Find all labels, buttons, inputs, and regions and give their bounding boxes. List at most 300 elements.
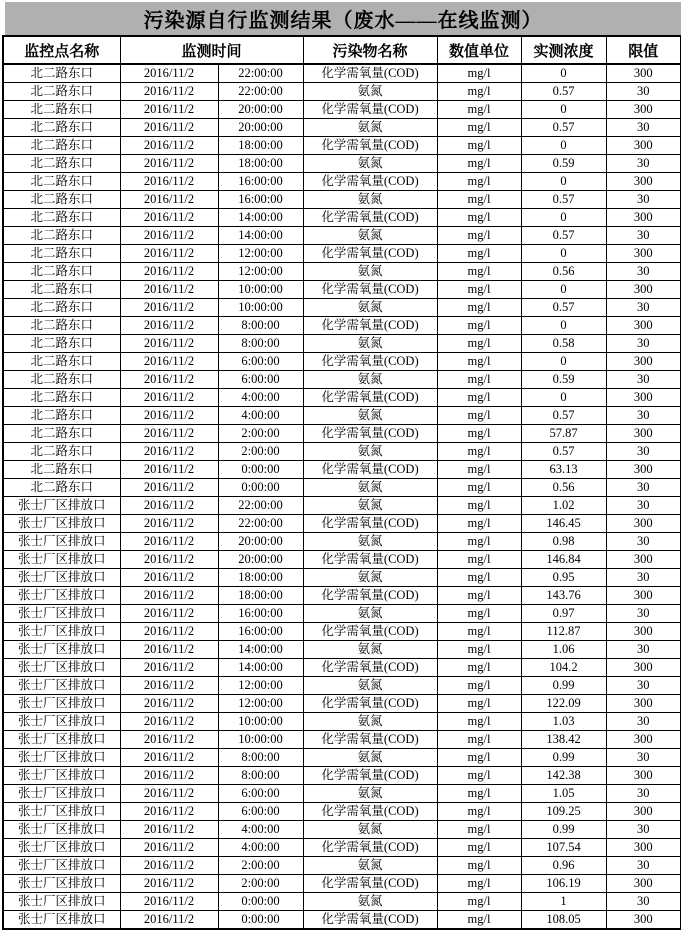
value-cell: 0.99 [521, 749, 606, 767]
pollutant-cell: 氨氮 [303, 533, 437, 551]
header-pollutant: 污染物名称 [303, 36, 437, 64]
time-cell: 14:00:00 [218, 659, 303, 677]
pollutant-cell: 氨氮 [303, 479, 437, 497]
unit-cell: mg/l [437, 767, 521, 785]
station-cell: 北二路东口 [3, 173, 120, 191]
limit-cell: 30 [606, 641, 681, 659]
station-cell: 张士厂区排放口 [3, 677, 120, 695]
unit-cell: mg/l [437, 101, 521, 119]
pollutant-cell: 化学需氧量(COD) [303, 803, 437, 821]
station-cell: 张士厂区排放口 [3, 497, 120, 515]
value-cell: 57.87 [521, 425, 606, 443]
table-row [3, 173, 681, 191]
date-cell: 2016/11/2 [120, 299, 218, 317]
date-cell: 2016/11/2 [120, 479, 218, 497]
limit-cell: 30 [606, 749, 681, 767]
table-row [3, 407, 681, 425]
pollutant-cell: 化学需氧量(COD) [303, 695, 437, 713]
limit-cell: 30 [606, 263, 681, 281]
time-cell: 8:00:00 [218, 749, 303, 767]
value-cell: 0.56 [521, 263, 606, 281]
unit-cell: mg/l [437, 281, 521, 299]
pollutant-cell: 化学需氧量(COD) [303, 317, 437, 335]
table-row [3, 533, 681, 551]
date-cell: 2016/11/2 [120, 155, 218, 173]
value-cell: 142.38 [521, 767, 606, 785]
station-cell: 北二路东口 [3, 461, 120, 479]
station-cell: 北二路东口 [3, 83, 120, 101]
table-row [3, 659, 681, 677]
pollutant-cell: 氨氮 [303, 605, 437, 623]
table-row [3, 101, 681, 119]
header-time: 监测时间 [120, 36, 303, 64]
table-row [3, 623, 681, 641]
date-cell: 2016/11/2 [120, 389, 218, 407]
table-row [3, 83, 681, 101]
date-cell: 2016/11/2 [120, 623, 218, 641]
table-row [3, 479, 681, 497]
table-row [3, 695, 681, 713]
date-cell: 2016/11/2 [120, 713, 218, 731]
unit-cell: mg/l [437, 461, 521, 479]
time-cell: 18:00:00 [218, 569, 303, 587]
limit-cell: 300 [606, 587, 681, 605]
station-cell: 北二路东口 [3, 155, 120, 173]
table-row [3, 155, 681, 173]
unit-cell: mg/l [437, 497, 521, 515]
value-cell: 122.09 [521, 695, 606, 713]
header-row [3, 36, 681, 64]
station-cell: 张士厂区排放口 [3, 785, 120, 803]
table-row [3, 119, 681, 137]
time-cell: 2:00:00 [218, 857, 303, 875]
header-unit: 数值单位 [437, 36, 521, 64]
date-cell: 2016/11/2 [120, 443, 218, 461]
date-cell: 2016/11/2 [120, 119, 218, 137]
date-cell: 2016/11/2 [120, 173, 218, 191]
table-row [3, 515, 681, 533]
value-cell: 0 [521, 353, 606, 371]
time-cell: 0:00:00 [218, 479, 303, 497]
unit-cell: mg/l [437, 515, 521, 533]
table-row [3, 209, 681, 227]
limit-cell: 30 [606, 497, 681, 515]
pollutant-cell: 氨氮 [303, 155, 437, 173]
pollutant-cell: 氨氮 [303, 569, 437, 587]
unit-cell: mg/l [437, 335, 521, 353]
time-cell: 6:00:00 [218, 785, 303, 803]
station-cell: 北二路东口 [3, 317, 120, 335]
date-cell: 2016/11/2 [120, 515, 218, 533]
table-row [3, 317, 681, 335]
value-cell: 0.57 [521, 443, 606, 461]
unit-cell: mg/l [437, 407, 521, 425]
date-cell: 2016/11/2 [120, 587, 218, 605]
pollutant-cell: 氨氮 [303, 191, 437, 209]
time-cell: 20:00:00 [218, 119, 303, 137]
pollutant-cell: 氨氮 [303, 821, 437, 839]
time-cell: 22:00:00 [218, 64, 303, 83]
time-cell: 10:00:00 [218, 713, 303, 731]
limit-cell: 300 [606, 911, 681, 930]
station-cell: 张士厂区排放口 [3, 857, 120, 875]
station-cell: 北二路东口 [3, 353, 120, 371]
unit-cell: mg/l [437, 623, 521, 641]
unit-cell: mg/l [437, 713, 521, 731]
table-row [3, 767, 681, 785]
date-cell: 2016/11/2 [120, 137, 218, 155]
table-row [3, 749, 681, 767]
time-cell: 18:00:00 [218, 155, 303, 173]
date-cell: 2016/11/2 [120, 191, 218, 209]
unit-cell: mg/l [437, 227, 521, 245]
pollutant-cell: 化学需氧量(COD) [303, 875, 437, 893]
limit-cell: 30 [606, 893, 681, 911]
value-cell: 0 [521, 173, 606, 191]
table-row [3, 191, 681, 209]
pollutant-cell: 氨氮 [303, 443, 437, 461]
unit-cell: mg/l [437, 911, 521, 930]
station-cell: 张士厂区排放口 [3, 659, 120, 677]
station-cell: 张士厂区排放口 [3, 695, 120, 713]
station-cell: 北二路东口 [3, 191, 120, 209]
table-row [3, 551, 681, 569]
station-cell: 张士厂区排放口 [3, 515, 120, 533]
value-cell: 104.2 [521, 659, 606, 677]
station-cell: 张士厂区排放口 [3, 893, 120, 911]
table-header [3, 36, 681, 64]
date-cell: 2016/11/2 [120, 64, 218, 83]
time-cell: 16:00:00 [218, 623, 303, 641]
unit-cell: mg/l [437, 209, 521, 227]
pollutant-cell: 氨氮 [303, 785, 437, 803]
page-title: 污染源自行监测结果（废水——在线监测） [143, 10, 543, 32]
time-cell: 4:00:00 [218, 839, 303, 857]
time-cell: 6:00:00 [218, 803, 303, 821]
time-cell: 0:00:00 [218, 893, 303, 911]
pollutant-cell: 氨氮 [303, 335, 437, 353]
date-cell: 2016/11/2 [120, 83, 218, 101]
value-cell: 0.99 [521, 821, 606, 839]
unit-cell: mg/l [437, 605, 521, 623]
date-cell: 2016/11/2 [120, 371, 218, 389]
unit-cell: mg/l [437, 83, 521, 101]
table-row [3, 893, 681, 911]
date-cell: 2016/11/2 [120, 263, 218, 281]
pollutant-cell: 化学需氧量(COD) [303, 839, 437, 857]
station-cell: 张士厂区排放口 [3, 587, 120, 605]
limit-cell: 300 [606, 353, 681, 371]
time-cell: 0:00:00 [218, 461, 303, 479]
pollutant-cell: 化学需氧量(COD) [303, 461, 437, 479]
pollutant-cell: 氨氮 [303, 299, 437, 317]
table-row [3, 803, 681, 821]
time-cell: 20:00:00 [218, 533, 303, 551]
date-cell: 2016/11/2 [120, 569, 218, 587]
station-cell: 北二路东口 [3, 299, 120, 317]
pollutant-cell: 化学需氧量(COD) [303, 659, 437, 677]
value-cell: 1.06 [521, 641, 606, 659]
station-cell: 张士厂区排放口 [3, 641, 120, 659]
table-row [3, 677, 681, 695]
pollutant-cell: 化学需氧量(COD) [303, 389, 437, 407]
value-cell: 0 [521, 137, 606, 155]
header-limit: 限值 [606, 36, 681, 64]
value-cell: 0.57 [521, 299, 606, 317]
value-cell: 63.13 [521, 461, 606, 479]
pollutant-cell: 化学需氧量(COD) [303, 209, 437, 227]
time-cell: 0:00:00 [218, 911, 303, 930]
value-cell: 1.03 [521, 713, 606, 731]
value-cell: 0 [521, 245, 606, 263]
pollutant-cell: 化学需氧量(COD) [303, 173, 437, 191]
station-cell: 北二路东口 [3, 209, 120, 227]
time-cell: 14:00:00 [218, 209, 303, 227]
date-cell: 2016/11/2 [120, 281, 218, 299]
table-row [3, 605, 681, 623]
unit-cell: mg/l [437, 587, 521, 605]
time-cell: 16:00:00 [218, 605, 303, 623]
date-cell: 2016/11/2 [120, 551, 218, 569]
date-cell: 2016/11/2 [120, 209, 218, 227]
value-cell: 0.57 [521, 119, 606, 137]
unit-cell: mg/l [437, 785, 521, 803]
station-cell: 张士厂区排放口 [3, 803, 120, 821]
table-row [3, 857, 681, 875]
value-cell: 0 [521, 101, 606, 119]
unit-cell: mg/l [437, 839, 521, 857]
time-cell: 12:00:00 [218, 263, 303, 281]
unit-cell: mg/l [437, 263, 521, 281]
value-cell: 0.57 [521, 407, 606, 425]
limit-cell: 30 [606, 479, 681, 497]
time-cell: 18:00:00 [218, 137, 303, 155]
date-cell: 2016/11/2 [120, 677, 218, 695]
value-cell: 146.45 [521, 515, 606, 533]
title-band [5, 2, 681, 35]
unit-cell: mg/l [437, 677, 521, 695]
value-cell: 143.76 [521, 587, 606, 605]
pollutant-cell: 氨氮 [303, 371, 437, 389]
date-cell: 2016/11/2 [120, 641, 218, 659]
pollutant-cell: 化学需氧量(COD) [303, 911, 437, 930]
pollutant-cell: 化学需氧量(COD) [303, 515, 437, 533]
value-cell: 0.98 [521, 533, 606, 551]
limit-cell: 30 [606, 335, 681, 353]
date-cell: 2016/11/2 [120, 875, 218, 893]
limit-cell: 300 [606, 461, 681, 479]
station-cell: 张士厂区排放口 [3, 623, 120, 641]
unit-cell: mg/l [437, 659, 521, 677]
station-cell: 张士厂区排放口 [3, 767, 120, 785]
station-cell: 北二路东口 [3, 263, 120, 281]
header-value: 实测浓度 [521, 36, 606, 64]
unit-cell: mg/l [437, 389, 521, 407]
limit-cell: 300 [606, 281, 681, 299]
time-cell: 16:00:00 [218, 173, 303, 191]
date-cell: 2016/11/2 [120, 911, 218, 930]
unit-cell: mg/l [437, 641, 521, 659]
pollutant-cell: 化学需氧量(COD) [303, 425, 437, 443]
date-cell: 2016/11/2 [120, 659, 218, 677]
monitoring-results-table [2, 35, 681, 930]
date-cell: 2016/11/2 [120, 803, 218, 821]
date-cell: 2016/11/2 [120, 749, 218, 767]
time-cell: 14:00:00 [218, 227, 303, 245]
pollutant-cell: 化学需氧量(COD) [303, 245, 437, 263]
time-cell: 10:00:00 [218, 731, 303, 749]
value-cell: 0 [521, 389, 606, 407]
table-row [3, 299, 681, 317]
date-cell: 2016/11/2 [120, 497, 218, 515]
pollutant-cell: 氨氮 [303, 227, 437, 245]
date-cell: 2016/11/2 [120, 857, 218, 875]
value-cell: 106.19 [521, 875, 606, 893]
value-cell: 108.05 [521, 911, 606, 930]
time-cell: 4:00:00 [218, 407, 303, 425]
limit-cell: 300 [606, 209, 681, 227]
limit-cell: 300 [606, 839, 681, 857]
limit-cell: 300 [606, 245, 681, 263]
unit-cell: mg/l [437, 245, 521, 263]
unit-cell: mg/l [437, 533, 521, 551]
time-cell: 2:00:00 [218, 443, 303, 461]
value-cell: 0 [521, 317, 606, 335]
pollutant-cell: 氨氮 [303, 497, 437, 515]
pollutant-cell: 化学需氧量(COD) [303, 64, 437, 83]
table-row [3, 713, 681, 731]
header-station: 监控点名称 [3, 36, 120, 64]
value-cell: 0 [521, 209, 606, 227]
time-cell: 22:00:00 [218, 515, 303, 533]
unit-cell: mg/l [437, 155, 521, 173]
limit-cell: 300 [606, 515, 681, 533]
time-cell: 8:00:00 [218, 317, 303, 335]
unit-cell: mg/l [437, 857, 521, 875]
date-cell: 2016/11/2 [120, 101, 218, 119]
limit-cell: 300 [606, 317, 681, 335]
value-cell: 0.56 [521, 479, 606, 497]
pollutant-cell: 氨氮 [303, 641, 437, 659]
station-cell: 北二路东口 [3, 137, 120, 155]
table-row [3, 425, 681, 443]
limit-cell: 30 [606, 569, 681, 587]
unit-cell: mg/l [437, 821, 521, 839]
limit-cell: 300 [606, 875, 681, 893]
date-cell: 2016/11/2 [120, 227, 218, 245]
station-cell: 北二路东口 [3, 371, 120, 389]
unit-cell: mg/l [437, 749, 521, 767]
table-row [3, 443, 681, 461]
table-row [3, 587, 681, 605]
value-cell: 107.54 [521, 839, 606, 857]
limit-cell: 30 [606, 155, 681, 173]
time-cell: 12:00:00 [218, 245, 303, 263]
unit-cell: mg/l [437, 731, 521, 749]
value-cell: 0.59 [521, 371, 606, 389]
time-cell: 2:00:00 [218, 875, 303, 893]
table-row [3, 389, 681, 407]
unit-cell: mg/l [437, 893, 521, 911]
pollutant-cell: 化学需氧量(COD) [303, 551, 437, 569]
time-cell: 22:00:00 [218, 497, 303, 515]
limit-cell: 300 [606, 425, 681, 443]
pollutant-cell: 氨氮 [303, 893, 437, 911]
station-cell: 张士厂区排放口 [3, 839, 120, 857]
value-cell: 0.58 [521, 335, 606, 353]
table-row [3, 641, 681, 659]
time-cell: 10:00:00 [218, 281, 303, 299]
table-row [3, 137, 681, 155]
time-cell: 8:00:00 [218, 335, 303, 353]
date-cell: 2016/11/2 [120, 353, 218, 371]
limit-cell: 30 [606, 677, 681, 695]
unit-cell: mg/l [437, 551, 521, 569]
station-cell: 北二路东口 [3, 64, 120, 83]
limit-cell: 300 [606, 389, 681, 407]
table-row [3, 839, 681, 857]
date-cell: 2016/11/2 [120, 731, 218, 749]
date-cell: 2016/11/2 [120, 461, 218, 479]
value-cell: 0.59 [521, 155, 606, 173]
station-cell: 北二路东口 [3, 425, 120, 443]
table-row [3, 245, 681, 263]
pollutant-cell: 化学需氧量(COD) [303, 767, 437, 785]
value-cell: 1 [521, 893, 606, 911]
table-row [3, 227, 681, 245]
date-cell: 2016/11/2 [120, 893, 218, 911]
station-cell: 张士厂区排放口 [3, 605, 120, 623]
date-cell: 2016/11/2 [120, 245, 218, 263]
station-cell: 张士厂区排放口 [3, 713, 120, 731]
unit-cell: mg/l [437, 371, 521, 389]
station-cell: 北二路东口 [3, 389, 120, 407]
unit-cell: mg/l [437, 119, 521, 137]
table-row [3, 353, 681, 371]
table-row [3, 821, 681, 839]
station-cell: 北二路东口 [3, 227, 120, 245]
limit-cell: 300 [606, 659, 681, 677]
unit-cell: mg/l [437, 353, 521, 371]
date-cell: 2016/11/2 [120, 767, 218, 785]
value-cell: 138.42 [521, 731, 606, 749]
station-cell: 张士厂区排放口 [3, 821, 120, 839]
value-cell: 0 [521, 64, 606, 83]
value-cell: 0.99 [521, 677, 606, 695]
value-cell: 0.57 [521, 227, 606, 245]
pollutant-cell: 化学需氧量(COD) [303, 101, 437, 119]
pollutant-cell: 化学需氧量(COD) [303, 281, 437, 299]
unit-cell: mg/l [437, 443, 521, 461]
limit-cell: 300 [606, 731, 681, 749]
table-row [3, 335, 681, 353]
unit-cell: mg/l [437, 425, 521, 443]
pollutant-cell: 氨氮 [303, 857, 437, 875]
table-row [3, 731, 681, 749]
date-cell: 2016/11/2 [120, 533, 218, 551]
limit-cell: 30 [606, 821, 681, 839]
time-cell: 4:00:00 [218, 821, 303, 839]
pollutant-cell: 化学需氧量(COD) [303, 353, 437, 371]
station-cell: 张士厂区排放口 [3, 569, 120, 587]
station-cell: 张士厂区排放口 [3, 749, 120, 767]
time-cell: 2:00:00 [218, 425, 303, 443]
limit-cell: 30 [606, 857, 681, 875]
table-row [3, 371, 681, 389]
limit-cell: 30 [606, 299, 681, 317]
value-cell: 0.96 [521, 857, 606, 875]
limit-cell: 30 [606, 785, 681, 803]
